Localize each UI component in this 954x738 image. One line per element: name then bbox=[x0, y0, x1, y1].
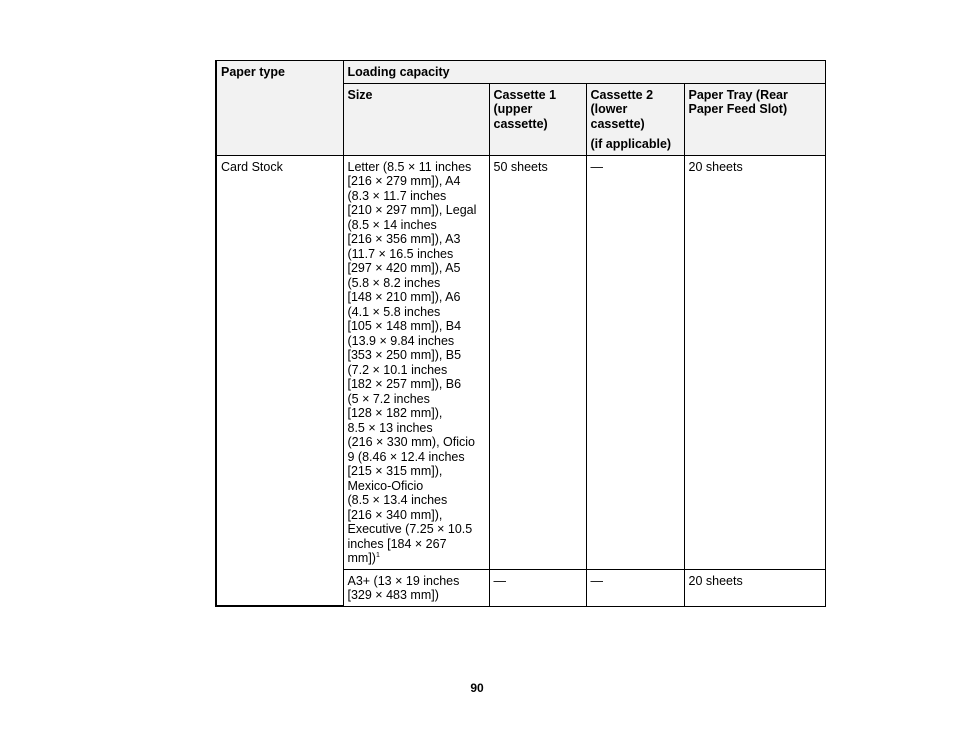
header-size: Size bbox=[343, 83, 489, 155]
cell-cassette-2: — bbox=[586, 155, 684, 569]
cell-paper-type: Card Stock bbox=[216, 155, 343, 606]
cell-cassette-1: 50 sheets bbox=[489, 155, 586, 569]
header-paper-type: Paper type bbox=[216, 61, 343, 156]
cell-size: Letter (8.5 × 11 inches [216 × 279 mm]), A4 (8.3 × 11.7 inches [210 × 297 mm]), Legal (8.5 × 14 inches [216 × 356 mm]), A3 (11.7 × 16.5 inches [297 × 420 mm]), A5 (5.8 × 8.2 inches [148 × 210 mm]), A6 (4.1 × 5.8 inches [105 × 148 mm]), B4 (13.9 × 9.84 inches [353 × 250 mm]), B5 (7.2 × 10.1 inches [182 × 257 mm]), B6 (5 × 7.2 inches [128 × 182 mm]), 8.5 × 13 inches (216 × 330 mm), Oficio 9 (8.46 × 12.4 inches [215 × 315 mm]), Mexico-Oficio (8.5 × 13.4 inches [216 × 340 mm]), Executive (7.25 × 10.5 inches [184 × 267 mm])$^1$ bbox=[343, 155, 489, 569]
header-cassette-2: Cassette 2 (lower cassette) (if applicable) bbox=[586, 83, 684, 155]
cell-paper-tray: 20 sheets bbox=[684, 155, 825, 569]
page-number: 90 bbox=[470, 681, 484, 695]
footnote-marker: 1 bbox=[375, 552, 380, 559]
paper-loading-capacity-table bbox=[215, 60, 826, 607]
table-row bbox=[216, 155, 825, 569]
header-cassette-2-note: (if applicable) bbox=[590, 137, 672, 151]
cell-cassette-2: — bbox=[586, 569, 684, 606]
header-paper-tray: Paper Tray (Rear Paper Feed Slot) bbox=[684, 83, 825, 155]
header-loading-capacity: Loading capacity bbox=[343, 61, 825, 84]
header-cassette-1: Cassette 1 (upper cassette) bbox=[489, 83, 586, 155]
cell-paper-tray: 20 sheets bbox=[684, 569, 825, 606]
cell-size: A3+ (13 × 19 inches [329 × 483 mm]) bbox=[343, 569, 489, 606]
cell-cassette-1: — bbox=[489, 569, 586, 606]
